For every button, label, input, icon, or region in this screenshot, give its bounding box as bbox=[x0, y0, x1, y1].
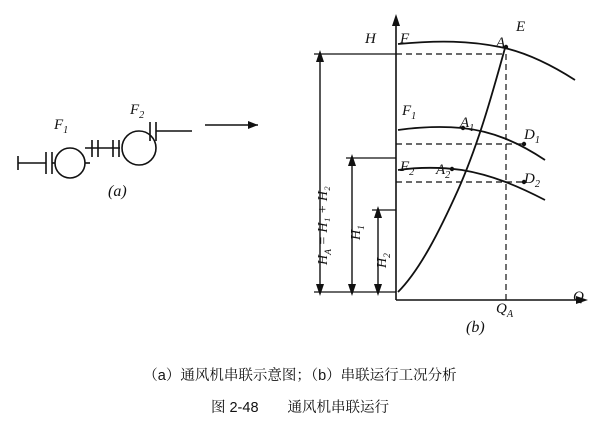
fan-1-label: $F_1$ bbox=[54, 117, 69, 136]
point-label-D2-subscript: 2 bbox=[534, 179, 540, 190]
point-label-D2: $D_2$ bbox=[524, 171, 540, 190]
point-label-A: A bbox=[496, 35, 506, 51]
bracket-label-H2: $H_2$ bbox=[375, 253, 393, 268]
bracket-label-HA-subscript: A bbox=[323, 249, 334, 255]
panel-a-tag: (a) bbox=[108, 183, 127, 200]
bracket-label-HA: $H_A = H_1 + H_2$ bbox=[316, 186, 334, 265]
fan-2-subscript: 2 bbox=[139, 110, 145, 121]
curve-label-F2-subscript: 2 bbox=[409, 167, 415, 178]
point-label-A2: $A_2$ bbox=[436, 162, 451, 181]
bracket-HA-arrow-top bbox=[316, 50, 324, 62]
fan-1-body bbox=[55, 148, 85, 178]
curve-label-F2: $F_2$ bbox=[400, 159, 415, 178]
bracket-H2-arrow-top bbox=[374, 206, 382, 218]
caption-line-2: 图 2-48 通风机串联运行 bbox=[210, 400, 390, 416]
point-label-D1: $D_1$ bbox=[524, 127, 540, 146]
bracket-label-H1-subscript: 1 bbox=[356, 225, 367, 230]
point-label-A2-subscript: 2 bbox=[445, 170, 451, 181]
panel-b-tag: (b) bbox=[466, 319, 485, 336]
panel-a-drawing bbox=[18, 122, 192, 178]
y-axis-arrow bbox=[392, 14, 400, 26]
x-axis-label: Q bbox=[573, 289, 584, 305]
bracket-H1-arrow-bottom bbox=[348, 284, 356, 296]
bracket-H2-arrow-bottom bbox=[374, 284, 382, 296]
bracket-H1-arrow-top bbox=[348, 154, 356, 166]
q-a-subscript: A bbox=[506, 309, 514, 320]
bracket-label-H1: $H_1$ bbox=[349, 225, 367, 240]
bracket-HA-arrow-bottom bbox=[316, 284, 324, 296]
fan-2-body bbox=[122, 131, 156, 165]
bracket-label-H2-subscript: 2 bbox=[382, 253, 393, 258]
curve-label-F1-subscript: 1 bbox=[411, 111, 417, 122]
point-label-D1-subscript: 1 bbox=[534, 135, 540, 146]
curve-label-F: F bbox=[400, 31, 410, 47]
fan-1-subscript: 1 bbox=[63, 125, 69, 136]
curve-label-F1: $F_1$ bbox=[402, 103, 417, 122]
fan-2-label: $F_2$ bbox=[130, 102, 145, 121]
point-label-A1: $A_1$ bbox=[460, 115, 475, 134]
point-label-E: E bbox=[516, 19, 526, 35]
point-label-A1-subscript: 1 bbox=[469, 123, 475, 134]
q-a-label: $Q_A$ bbox=[496, 301, 514, 320]
caption-line-1: （a）通风机串联示意图；（b）串联运行工况分析 bbox=[143, 368, 457, 384]
bracket-label-HA-extra: = H₁ + H₂ bbox=[316, 186, 331, 250]
dashed-guides bbox=[396, 54, 524, 300]
curve-F-combined bbox=[398, 42, 575, 80]
characteristic-curves bbox=[398, 42, 575, 292]
point-A2-dot bbox=[450, 167, 454, 171]
flow-arrow-right bbox=[205, 121, 258, 129]
y-axis-label: H bbox=[365, 31, 376, 47]
